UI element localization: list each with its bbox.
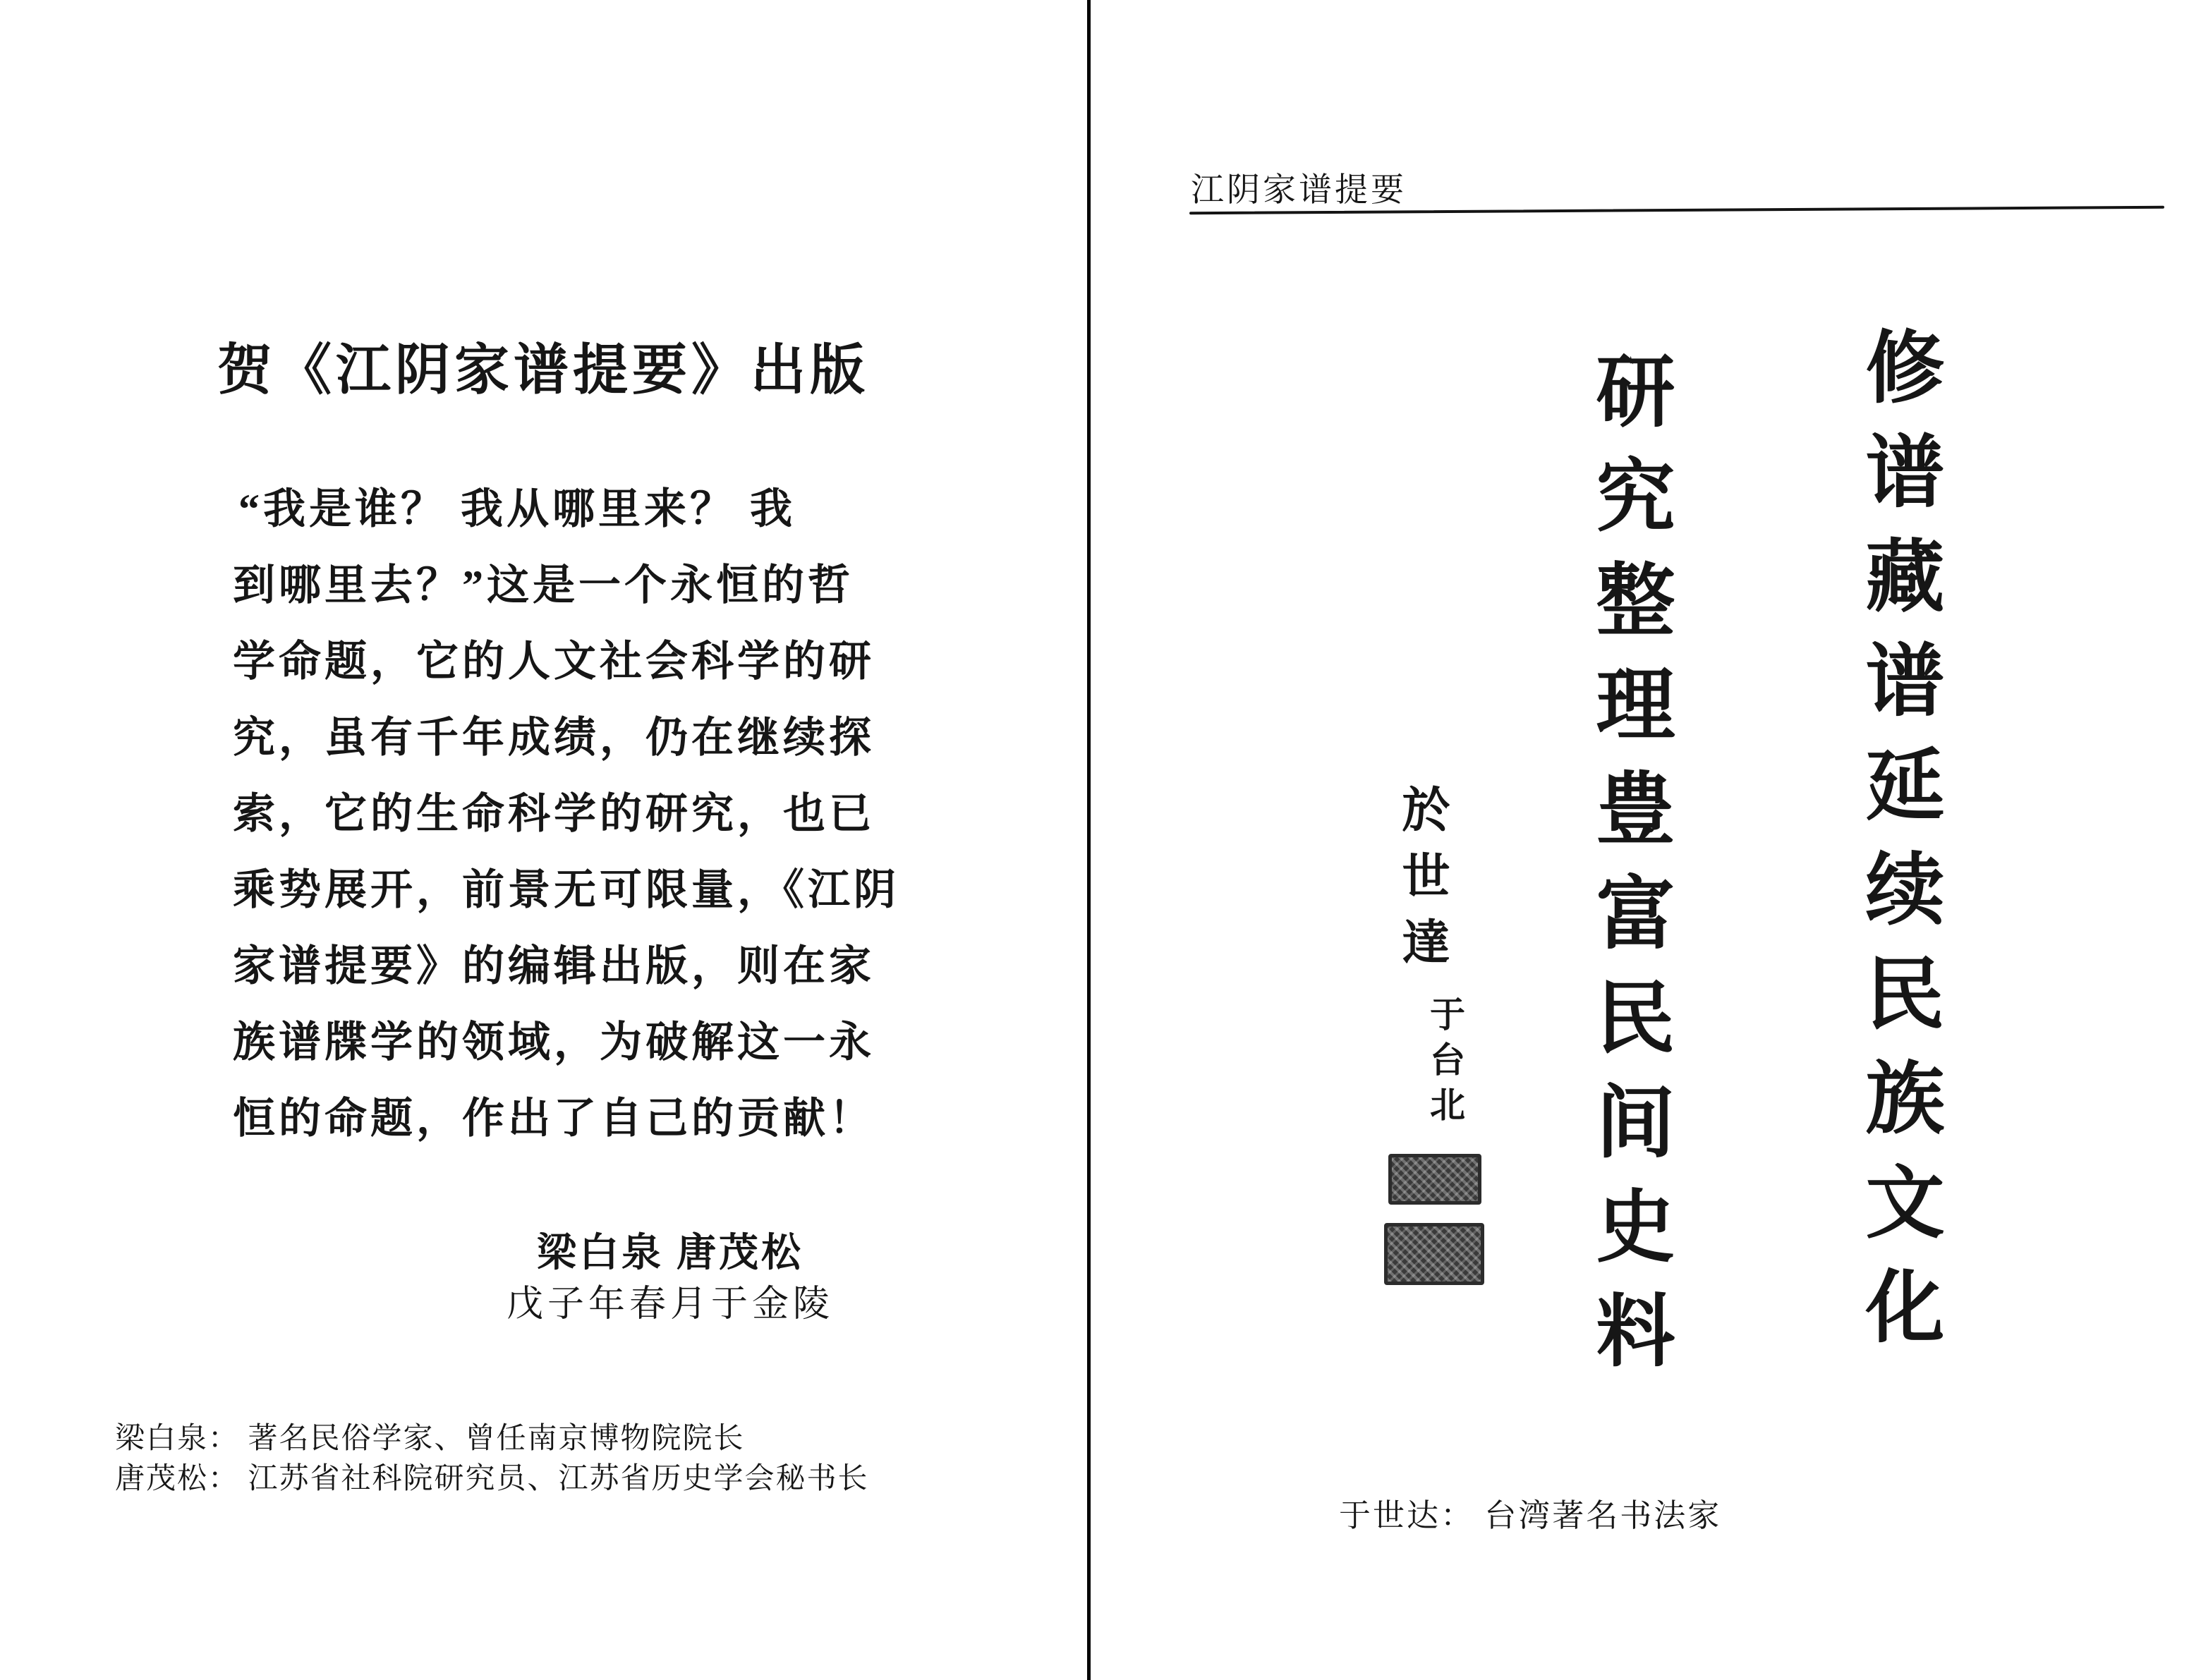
body-line: 究，虽有千年成绩，仍在继续探: [233, 714, 875, 761]
running-header: 江阴家谱提要: [1191, 172, 1407, 209]
body-line: 家谱提要》的编辑出版，则在家: [233, 943, 875, 990]
signature-date: 戊子年春月于金陵: [506, 1284, 834, 1325]
congratulation-body: [233, 471, 899, 1157]
signature-names: 梁白泉 唐茂松: [537, 1231, 804, 1275]
calligrapher-signature: 於世達: [1395, 784, 1449, 983]
calligrapher-signature-place: 于台北: [1425, 996, 1465, 1131]
body-line: 到哪里去？”这是一个永恒的哲: [233, 562, 854, 609]
calligrapher-caption: 于世达： 台湾著名书法家: [1339, 1498, 1722, 1533]
body-line: 恒的命题，作出了自己的贡献！: [233, 1095, 875, 1142]
body-line: 族谱牒学的领域，为破解这一永: [233, 1019, 875, 1066]
body-line: “我是谁？ 我从哪里来？ 我: [238, 486, 796, 532]
page-spine-divider: [1087, 0, 1091, 1680]
body-line: 索，它的生命科学的研究，也已: [233, 791, 875, 837]
seal-stamp-icon: [1388, 1154, 1481, 1205]
footnote-line: 梁白泉： 著名民俗学家、曾任南京博物院院长: [115, 1423, 745, 1455]
seal-stamp-icon: [1384, 1223, 1484, 1285]
congratulation-title: 贺《江阴家谱提要》出版: [217, 339, 869, 401]
author-footnotes: [115, 1419, 962, 1499]
calligraphy-column-right: 修谱藏谱延续民族文化: [1854, 326, 1941, 1370]
body-line: 学命题，它的人文社会科学的研: [233, 638, 875, 685]
body-line: 乘势展开，前景无可限量，《江阴: [233, 867, 899, 913]
calligraphy-column-left: 研究整理豊富民间史料: [1584, 350, 1672, 1394]
footnote-line: 唐茂松： 江苏省社科院研究员、江苏省历史学会秘书长: [115, 1463, 869, 1495]
